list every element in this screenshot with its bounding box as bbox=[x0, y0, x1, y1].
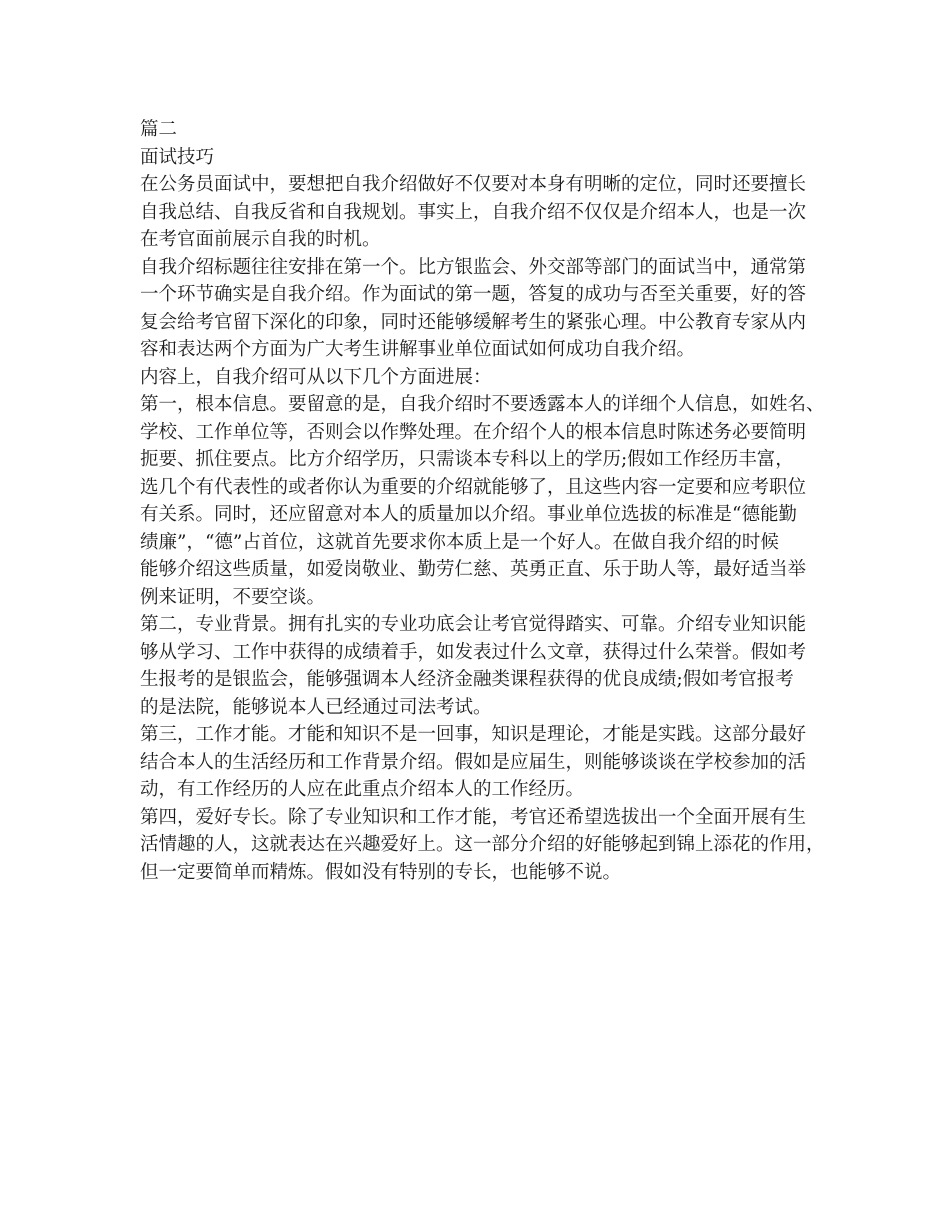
text-line: 内容上，自我介绍可从以下几个方面进展： bbox=[140, 366, 492, 388]
text-line: 绩廉”，“德”占首位，这就首先要求你本质上是一个好人。在做自我介绍的时候 bbox=[140, 531, 779, 553]
text-line: 自我总结、自我反省和自我规划。事实上，自我介绍不仅仅是介绍本人，也是一次 bbox=[140, 201, 807, 223]
document-body bbox=[140, 116, 830, 886]
text-line: 选几个有代表性的或者你认为重要的介绍就能够了，且这些内容一定要和应考职位 bbox=[140, 476, 807, 498]
text-line: 容和表达两个方面为广大考生讲解事业单位面试如何成功自我介绍。 bbox=[140, 339, 696, 360]
text-line: 但一定要简单而精炼。假如没有特别的专长，也能够不说。 bbox=[140, 861, 622, 883]
text-line: 第一，根本信息。要留意的是，自我介绍时不要透露本人的详细个人信息，如姓名、 bbox=[140, 394, 825, 415]
text-line: 自我介绍标题往往安排在第一个。比方银监会、外交部等部门的面试当中，通常第 bbox=[140, 256, 807, 278]
section-subtitle: 面试技巧 bbox=[140, 146, 215, 168]
text-line: 的是法院，能够说本人已经通过司法考试。 bbox=[140, 696, 492, 718]
text-line: 结合本人的生活经历和工作背景介绍。假如是应届生，则能够谈谈在学校参加的活 bbox=[140, 751, 807, 773]
text-line: 够从学习、工作中获得的成绩着手，如发表过什么文章，获得过什么荣誉。假如考 bbox=[140, 641, 807, 663]
text-line: 复会给考官留下深化的印象，同时还能够缓解考生的紧张心理。中公教育专家从内 bbox=[140, 311, 807, 333]
text-line: 生报考的是银监会，能够强调本人经济金融类课程获得的优良成绩;假如考官报考 bbox=[140, 669, 794, 690]
text-line: 第二，专业背景。拥有扎实的专业功底会让考官觉得踏实、可靠。介绍专业知识能 bbox=[140, 614, 807, 635]
text-line: 活情趣的人，这就表达在兴趣爱好上。这一部分介绍的好能够起到锦上添花的作用， bbox=[140, 834, 825, 855]
text-line: 能够介绍这些质量，如爱岗敬业、勤劳仁慈、英勇正直、乐于助人等，最好适当举 bbox=[140, 559, 807, 580]
text-line: 扼要、抓住要点。比方介绍学历，只需谈本专科以上的学历;假如工作经历丰富， bbox=[140, 449, 794, 470]
section-heading: 篇二 bbox=[140, 119, 178, 140]
text-line: 学校、工作单位等，否则会以作弊处理。在介绍个人的根本信息时陈述务必要简明 bbox=[140, 421, 807, 443]
text-line: 例来证明，不要空谈。 bbox=[140, 586, 326, 608]
text-line: 在公务员面试中，要想把自我介绍做好不仅要对本身有明晰的定位，同时还要擅长 bbox=[140, 174, 807, 195]
text-line: 第四，爱好专长。除了专业知识和工作才能，考官还希望选拔出一个全面开展有生 bbox=[140, 806, 807, 828]
text-line: 一个环节确实是自我介绍。作为面试的第一题，答复的成功与否至关重要，好的答 bbox=[140, 284, 807, 305]
text-line: 第三，工作才能。才能和知识不是一回事，知识是理论，才能是实践。这部分最好 bbox=[140, 724, 807, 745]
text-line: 有关系。同时，还应留意对本人的质量加以介绍。事业单位选拔的标准是“德能勤 bbox=[140, 504, 797, 525]
text-line: 在考官面前展示自我的时机。 bbox=[140, 229, 381, 250]
text-line: 动，有工作经历的人应在此重点介绍本人的工作经历。 bbox=[140, 779, 585, 800]
